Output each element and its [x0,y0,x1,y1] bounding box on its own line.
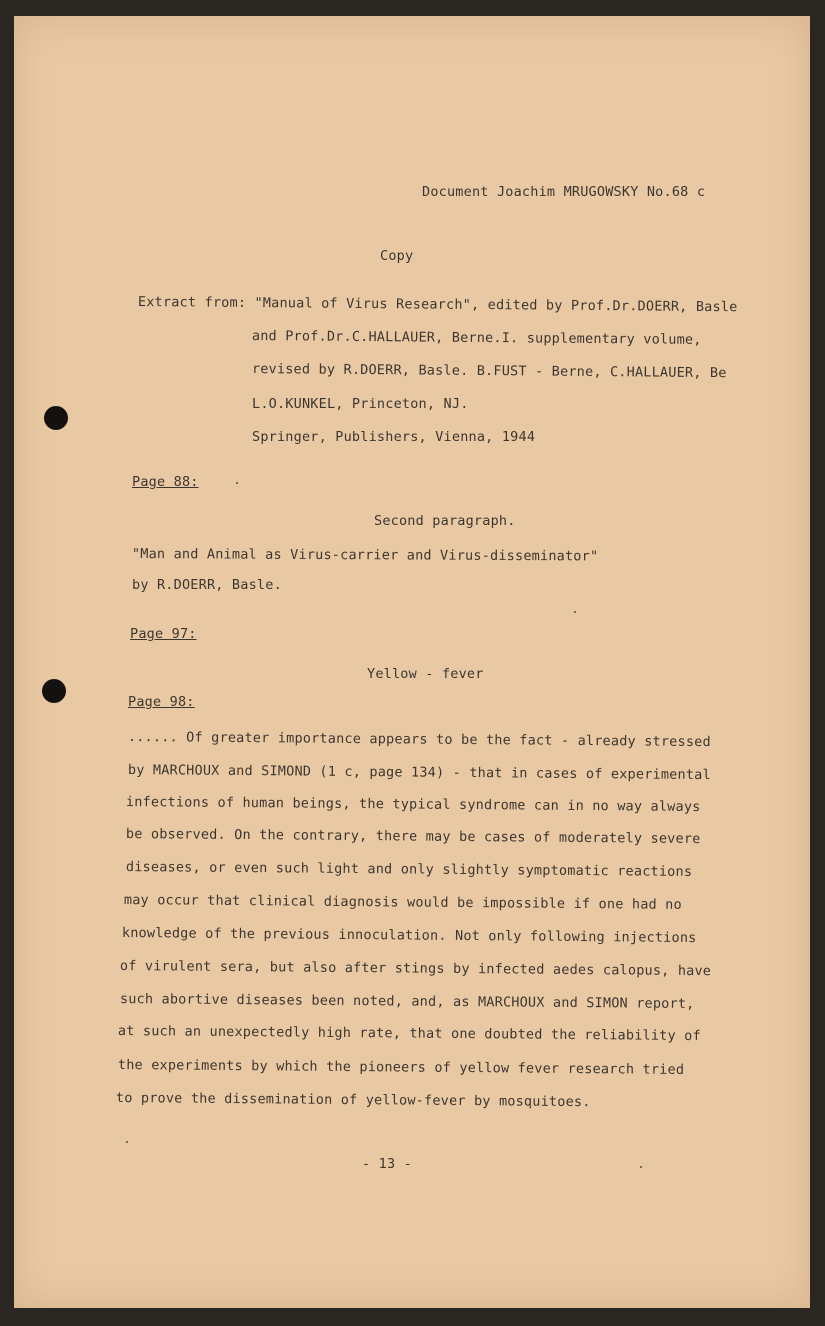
extract-line-4: L.O.KUNKEL, Princeton, NJ. [252,396,469,412]
paper-speck [126,1141,128,1143]
body-line-2: by MARCHOUX and SIMOND (1 c, page 134) - that in cases of experimental [127,762,711,784]
quote-author: by R.DOERR, Basle. [132,577,282,593]
body-line-3: infections of human beings, the typical syndrome can in no way always [125,794,701,816]
body-line-9: such abortive diseases been noted, and, as MARCHOUX and SIMON report, [119,991,695,1013]
body-line-4: be observed. On the contrary, there may be cases of moderately severe [125,826,701,848]
body-line-5: diseases, or even such light and only slightly symptomatic reactions [125,859,693,880]
page-97-label: Page 97: [130,626,197,642]
body-line-10: at such an unexpectedly high rate, that one doubted the reliability of [117,1023,701,1045]
body-line-7: knowledge of the previous innoculation. Not only following injections [121,925,697,947]
extract-line-5: Springer, Publishers, Vienna, 1944 [252,429,536,445]
body-line-6: may occur that clinical diagnosis would be impossible if one had no [123,892,682,913]
paper-speck [236,482,238,484]
copy-label: Copy [380,248,414,264]
yellow-fever-heading: Yellow - fever [367,666,484,682]
body-line-11: the experiments by which the pioneers of yellow fever research tried [117,1057,685,1078]
extract-line-1: Extract from: "Manual of Virus Research", edited by Prof.Dr.DOERR, Basle [137,294,738,316]
body-line-1: ...... Of greater importance appears to be the fact - already stressed [127,729,711,751]
document-header: Document Joachim MRUGOWSKY No.68 c [422,184,706,200]
document-page [14,16,810,1308]
punch-hole-lower [42,679,66,703]
body-line-12: to prove the dissemination of yellow-fever by mosquitoes. [115,1090,591,1111]
page-88-label: Page 88: [132,474,199,490]
page-98-label: Page 98: [128,694,195,710]
second-paragraph-label: Second paragraph. [374,513,516,529]
paper-speck [640,1166,642,1168]
extract-line-2: and Prof.Dr.C.HALLAUER, Berne.I. supplementary volume, [251,328,702,348]
page-number: - 13 - [362,1156,412,1172]
quote-title: "Man and Animal as Virus-carrier and Virus-disseminator" [131,546,599,565]
body-line-8: of virulent sera, but also after stings by infected aedes calopus, have [119,958,712,980]
punch-hole-upper [44,406,68,430]
extract-line-3: revised by R.DOERR, Basle. B.FUST - Berne, C.HALLAUER, Be [251,361,727,382]
paper-speck [574,611,576,613]
